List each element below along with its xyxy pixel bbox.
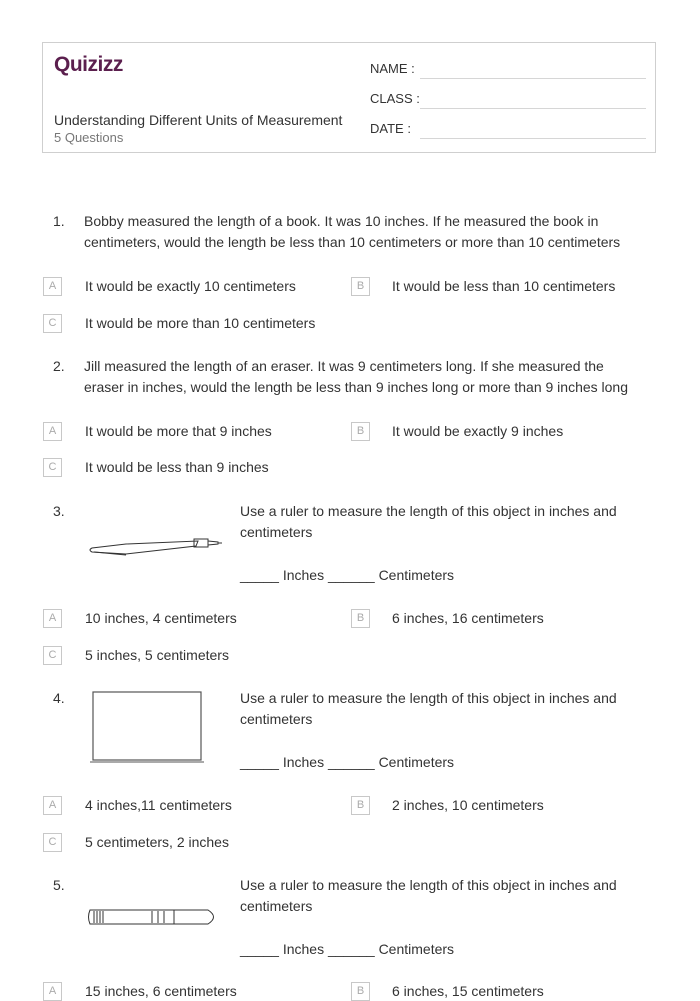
option-b-text[interactable]: 6 inches, 16 centimeters bbox=[392, 610, 544, 626]
question-text bbox=[240, 688, 650, 730]
rectangle-icon bbox=[88, 690, 208, 768]
option-a-box[interactable]: A bbox=[43, 796, 62, 815]
option-b-box[interactable]: B bbox=[351, 422, 370, 441]
answer-blanks[interactable]: _____ Inches ______ Centimeters bbox=[240, 941, 455, 957]
option-b-text[interactable]: 2 inches, 10 centimeters bbox=[392, 797, 544, 813]
question-line: Use a ruler to measure the length of this object in inches and bbox=[240, 503, 617, 519]
answer-blanks[interactable]: _____ Inches ______ Centimeters bbox=[240, 754, 455, 770]
option-b-box[interactable]: B bbox=[351, 982, 370, 1001]
question-line: Use a ruler to measure the length of this object in inches and bbox=[240, 877, 617, 893]
name-label: NAME : bbox=[370, 61, 415, 76]
option-c-text[interactable]: 5 centimeters, 2 inches bbox=[85, 834, 229, 850]
question-text bbox=[240, 501, 650, 543]
option-b-text[interactable]: It would be less than 10 centimeters bbox=[392, 278, 616, 294]
option-c-text[interactable]: 5 inches, 5 centimeters bbox=[85, 647, 229, 663]
option-a-text[interactable]: 10 inches, 4 centimeters bbox=[85, 610, 237, 626]
option-a-box[interactable]: A bbox=[43, 277, 62, 296]
option-c-box[interactable]: C bbox=[43, 458, 62, 477]
question-text bbox=[84, 356, 628, 398]
question-count: 5 Questions bbox=[54, 130, 124, 145]
question-line: centimeters bbox=[240, 711, 313, 727]
question-number: 3. bbox=[53, 503, 65, 519]
worksheet-header bbox=[42, 42, 656, 153]
question-text bbox=[240, 875, 650, 917]
question-line: Bobby measured the length of a book. It was 10 inches. If he measured the book in bbox=[84, 213, 599, 229]
question-line: centimeters, would the length be less than 10 centimeters or more than 10 centimeters bbox=[84, 234, 621, 250]
question-number: 4. bbox=[53, 690, 65, 706]
question-text bbox=[84, 211, 620, 253]
question-line: centimeters bbox=[240, 524, 313, 540]
option-a-text[interactable]: 15 inches, 6 centimeters bbox=[85, 983, 237, 999]
option-a-box[interactable]: A bbox=[43, 422, 62, 441]
name-line[interactable] bbox=[420, 78, 646, 79]
option-b-box[interactable]: B bbox=[351, 277, 370, 296]
date-line[interactable] bbox=[420, 138, 646, 139]
option-a-box[interactable]: A bbox=[43, 982, 62, 1001]
quizizz-logo: Quizizz bbox=[54, 53, 123, 76]
question-number: 2. bbox=[53, 358, 65, 374]
option-b-box[interactable]: B bbox=[351, 609, 370, 628]
marker-icon bbox=[86, 906, 222, 928]
question-number: 5. bbox=[53, 877, 65, 893]
option-c-box[interactable]: C bbox=[43, 833, 62, 852]
pen-icon bbox=[86, 528, 226, 560]
class-label: CLASS : bbox=[370, 91, 420, 106]
option-a-box[interactable]: A bbox=[43, 609, 62, 628]
question-line: Jill measured the length of an eraser. It was 9 centimeters long. If she measured the bbox=[84, 358, 604, 374]
question-line: Use a ruler to measure the length of this object in inches and bbox=[240, 690, 617, 706]
option-c-box[interactable]: C bbox=[43, 314, 62, 333]
worksheet-title: Understanding Different Units of Measurement bbox=[54, 112, 343, 128]
date-label: DATE : bbox=[370, 121, 411, 136]
option-c-text[interactable]: It would be less than 9 inches bbox=[85, 459, 269, 475]
option-a-text[interactable]: It would be exactly 10 centimeters bbox=[85, 278, 296, 294]
question-number: 1. bbox=[53, 213, 65, 229]
option-b-text[interactable]: 6 inches, 15 centimeters bbox=[392, 983, 544, 999]
question-line: centimeters bbox=[240, 898, 313, 914]
question-line: eraser in inches, would the length be less than 9 inches long or more than 9 inches long bbox=[84, 379, 629, 395]
option-c-box[interactable]: C bbox=[43, 646, 62, 665]
option-a-text[interactable]: 4 inches,11 centimeters bbox=[85, 797, 232, 813]
option-b-text[interactable]: It would be exactly 9 inches bbox=[392, 423, 564, 439]
class-line[interactable] bbox=[420, 108, 646, 109]
option-b-box[interactable]: B bbox=[351, 796, 370, 815]
option-c-text[interactable]: It would be more than 10 centimeters bbox=[85, 315, 316, 331]
answer-blanks[interactable]: _____ Inches ______ Centimeters bbox=[240, 567, 455, 583]
option-a-text[interactable]: It would be more that 9 inches bbox=[85, 423, 272, 439]
